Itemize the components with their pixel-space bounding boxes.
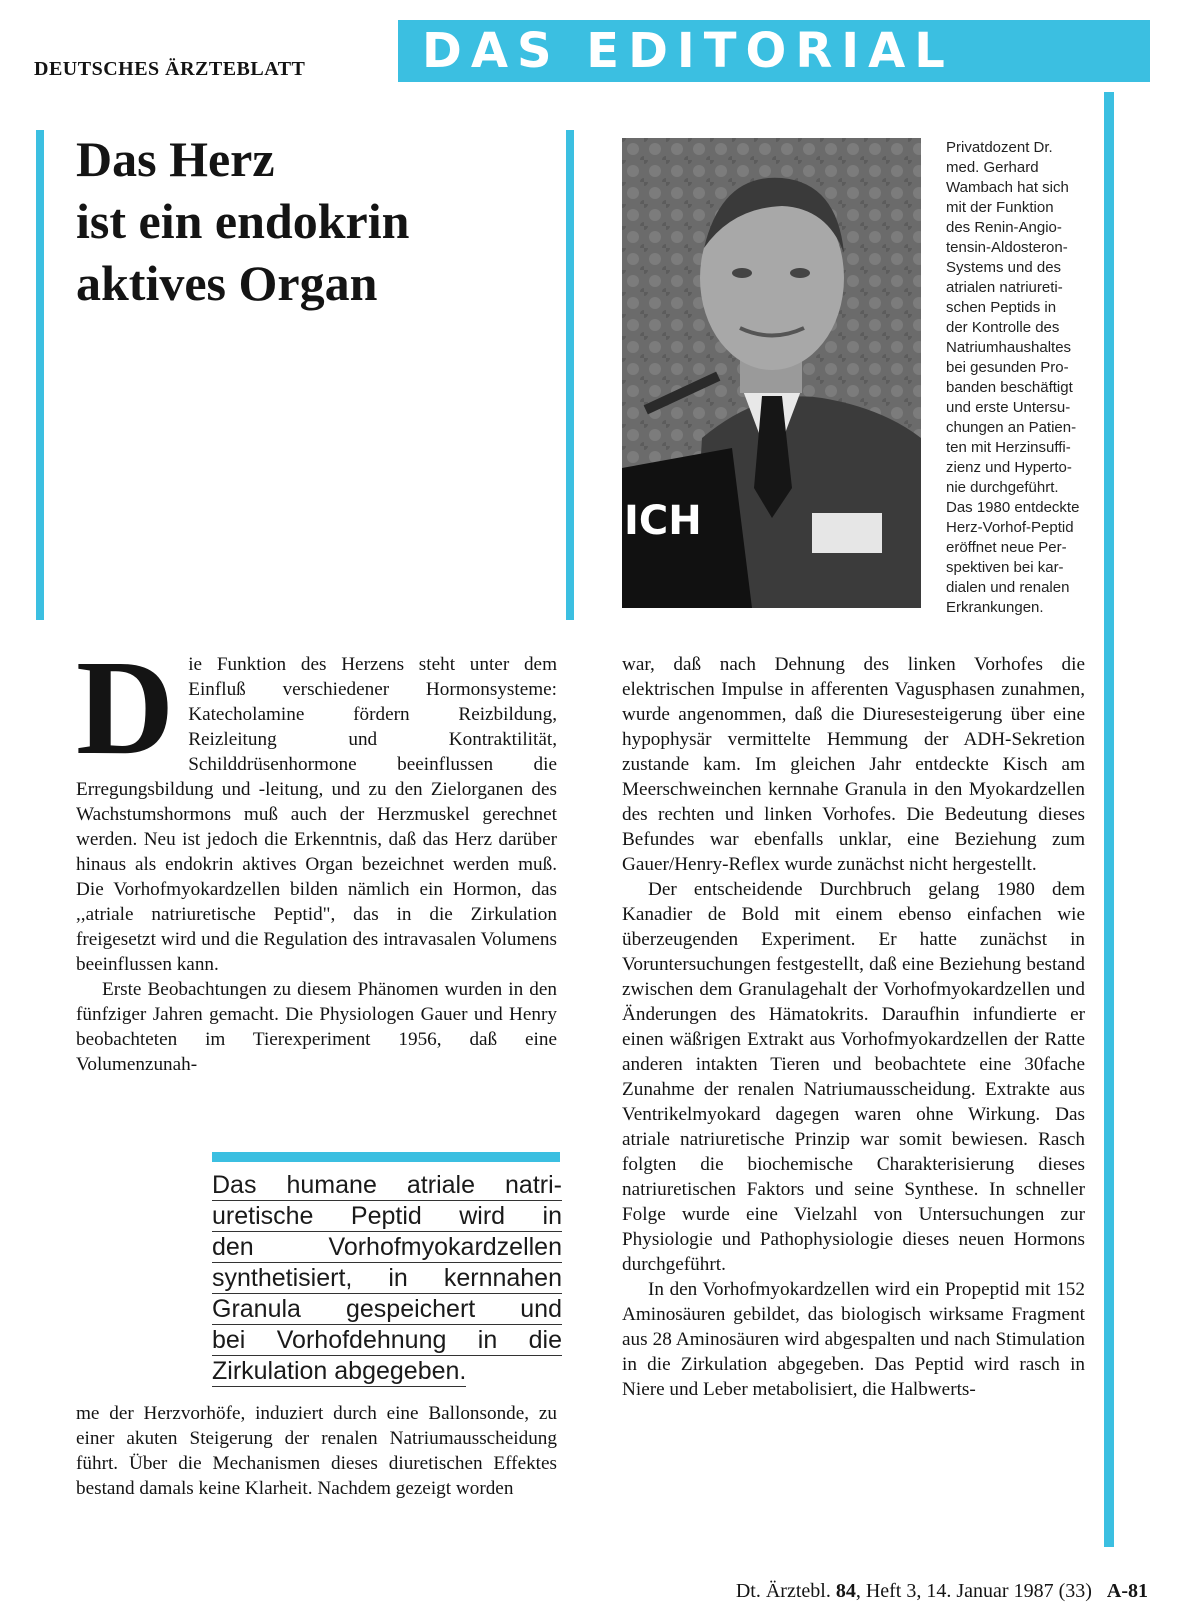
pull-quote-line: den Vorhofmyokardzellen — [212, 1233, 562, 1261]
caption-line: Natriumhaushaltes — [946, 339, 1072, 356]
caption-line: Privatdozent Dr. — [946, 139, 1053, 156]
caption-line: atrialen natriureti- — [946, 279, 1063, 296]
left-column-lower — [76, 1401, 557, 1501]
article-title — [76, 128, 409, 314]
title-line-3: aktives Organ — [76, 255, 378, 311]
page-number: A-81 — [1106, 1580, 1148, 1602]
title-line-2: ist ein endokrin — [76, 193, 410, 249]
pull-quote-line: Granula gespeichert und — [212, 1295, 562, 1323]
right-column — [622, 652, 1085, 1402]
caption-line: bei gesunden Pro- — [946, 359, 1069, 376]
masthead: DEUTSCHES ÄRZTEBLATT — [34, 58, 306, 80]
section-banner: DAS EDITORIAL — [398, 20, 1150, 82]
left-accent-bar — [36, 130, 44, 620]
paragraph: me der Herzvorhöfe, induziert durch eine Ballonsonde, zu einer akuten Steigerung der renalen Natriumausscheidung führt. Über die Mechanismen dieses diuretischen Effektes bestand damals keine Klarheit. Nachdem gezeigt worden — [76, 1403, 557, 1499]
caption-line: des Renin-Angio- — [946, 219, 1062, 236]
pull-quote-line: Das humane atriale natri- — [212, 1171, 562, 1199]
caption-line: Wambach hat sich — [946, 179, 1069, 196]
pull-quote-line: synthetisiert, in kernnahen — [212, 1264, 562, 1292]
pull-quote — [212, 1170, 562, 1387]
caption-line: zienz und Hyperto- — [946, 459, 1072, 476]
caption-line: nie durchgeführt. — [946, 479, 1059, 496]
caption-line: Systems und des — [946, 259, 1062, 276]
page-footer — [736, 1580, 1148, 1603]
footer-issue: , Heft 3, 14. Januar 1987 (33) — [855, 1580, 1092, 1602]
paragraph: Der entscheidende Durchbruch gelang 1980 dem Kanadier de Bold mit einem ebenso einfachen wie überzeugenden Experiment. Er hatte zunächst in Voruntersuchungen festgestellt, daß eine Beziehung bestand zwischen dem Granulagehalt der Vorhofmyokardzellen und Änderungen des Hämatokrits. Daraufhin infundierte er einen wäßrigen Extrakt aus Vorhofmyokardzellen der Ratte anderen intakten Tieren und beobachtete eine 30fache Zunahme der renalen Natriumausscheidung. Extrakte aus Ventrikelmyokard dagegen waren ohne Wirkung. Das atriale natriuretische Prinzip war somit bewiesen. Rasch folgten die biochemische Charakterisierung dieses natriuretischen Faktors und seine Synthese. In schneller Folge wurde eine Vielzahl von Untersuchungen zur Physiologie und Pathophysiologie dieses neuen Hormons durchgeführt. — [622, 879, 1085, 1275]
caption-line: banden beschäftigt — [946, 379, 1073, 396]
paragraph: Erste Beobachtungen zu diesem Phänomen wurden in den fünfziger Jahren gemacht. Die Physiologen Gauer und Henry beobachteten im Tierexperiment 1956, daß eine Volumenzunah- — [76, 979, 557, 1075]
caption-line: eröffnet neue Per- — [946, 539, 1067, 556]
caption-line: Das 1980 entdeckte — [946, 499, 1080, 516]
author-photo — [622, 138, 921, 608]
footer-journal: Dt. Ärztebl. — [735, 1580, 836, 1602]
caption-line: spektiven bei kar- — [946, 559, 1064, 576]
photo-caption — [946, 138, 1146, 618]
title-line-1: Das Herz — [76, 131, 275, 187]
lectern-sign-text: ICH — [624, 498, 702, 544]
pull-quote-bar — [212, 1152, 560, 1162]
caption-line: Herz-Vorhof-Peptid — [946, 519, 1074, 536]
left-column-upper — [76, 633, 557, 1077]
pull-quote-line: bei Vorhofdehnung in die — [212, 1326, 562, 1354]
paragraph: In den Vorhofmyokardzellen wird ein Propeptid mit 152 Aminosäuren gebildet, das biologisch wirksame Fragment aus 28 Aminosäuren wird abgespalten und nach Stimulation in die Zirkulation abgegeben. Das Peptid wird rasch in Niere und Leber metabolisiert, die Halbwerts- — [622, 1279, 1085, 1400]
caption-line: dialen und renalen — [946, 579, 1070, 596]
caption-line: und erste Untersu- — [946, 399, 1071, 416]
caption-line: tensin-Aldosteron- — [946, 239, 1068, 256]
caption-line: der Kontrolle des — [946, 319, 1060, 336]
caption-line: mit der Funktion — [946, 199, 1054, 216]
caption-line: chungen an Patien- — [946, 419, 1077, 436]
caption-line: Erkrankungen. — [946, 599, 1044, 616]
middle-accent-bar — [566, 130, 574, 620]
pull-quote-line: Zirkulation abgegeben. — [212, 1357, 467, 1385]
footer-volume: 84 — [835, 1580, 856, 1602]
pull-quote-line: uretische Peptid wird in — [212, 1202, 562, 1230]
caption-line: med. Gerhard — [946, 159, 1039, 176]
paragraph: ie Funktion des Herzens steht unter dem Einfluß verschiedener Hormonsysteme: Katecholamine fördern Reizbildung, Reizleitung und Kontraktilität, Schilddrüsenhormone beeinflussen die Erregungsbildung und -leitung, und zu den Zielorganen des Wachstumshormons muß auch der Herzmuskel gerechnet werden. Neu ist jedoch die Erkenntnis, daß das Herz darüber hinaus als endokrin aktives Organ bezeichnet werden muß. Die Vorhofmyokardzellen bilden nämlich ein Hormon, das ,,atriale natriuretische Peptid", das in die Zirkulation freigesetzt wird und die Regulation des intravasalen Volumens beeinflussen kann. — [76, 654, 557, 975]
caption-line: ten mit Herzinsuffi- — [946, 439, 1071, 456]
drop-cap: D — [76, 633, 175, 783]
paragraph: war, daß nach Dehnung des linken Vorhofes die elektrischen Impulse in afferenten Vagusphasen zunahmen, wurde angenommen, daß die Diuresesteigerung über eine hypophysär vermittelte Hemmung der ADH-Sekretion zustande kam. Im gleichen Jahr entdeckte Kisch am Meerschweinchen kernnahe Granula in den Myokardzellen des rechten und linken Vorhofes. Die Bedeutung dieses Befundes war ebenfalls unklar, eine Beziehung zum Gauer/Henry-Reflex wurde zunächst nicht hergestellt. — [622, 654, 1085, 875]
caption-line: schen Peptids in — [946, 299, 1057, 316]
